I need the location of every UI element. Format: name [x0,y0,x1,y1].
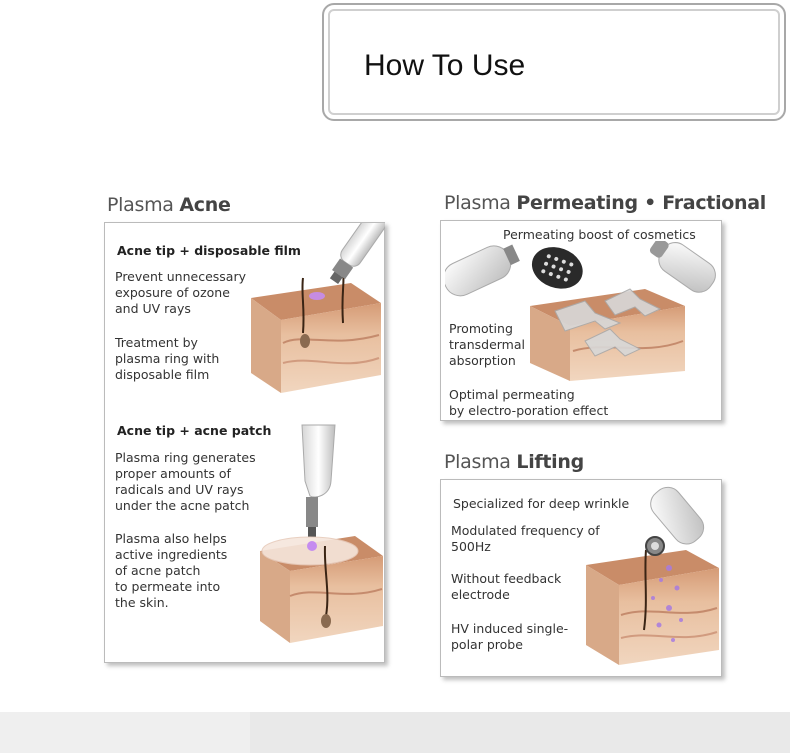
acne-skin-illustration-2 [260,421,385,646]
text-line: Modulated frequency of [451,523,600,538]
text-line: electrode [451,587,510,602]
text-line: Promoting [449,321,513,336]
text-line: Plasma ring generates [115,450,256,465]
acne-heading [107,194,231,216]
text-line: exposure of ozone [115,285,230,300]
permeating-side-caption [449,321,525,369]
acne-block1-subtitle: Acne tip + disposable film [117,243,301,258]
text-line: HV induced single- [451,621,569,636]
title-box [322,3,786,121]
acne-block2-p1 [115,450,256,514]
text-line: and UV rays [115,301,191,316]
text-line: Plasma also helps [115,531,227,546]
lifting-heading [444,451,584,473]
text-line: proper amounts of [115,466,231,481]
text-line: of acne patch [115,563,201,578]
text-line: transdermal [449,337,525,352]
text-line: active ingredients [115,547,228,562]
permeating-heading-bold: Permeating • Fractional [516,192,767,214]
permeating-heading [444,192,766,214]
text-line: Optimal permeating [449,387,575,402]
text-line: absorption [449,353,516,368]
text-line: Prevent unnecessary [115,269,246,284]
acne-heading-bold: Acne [179,194,231,216]
lifting-heading-prefix: Plasma [444,451,511,473]
acne-block2-p2 [115,531,227,611]
acne-block1-p2 [115,335,219,383]
lifting-p3 [451,621,568,653]
permeating-top-caption: Permeating boost of cosmetics [503,227,696,242]
text-line: Without feedback [451,571,562,586]
acne-heading-prefix: Plasma [107,194,174,216]
lifting-top-caption: Specialized for deep wrinkle [453,496,630,511]
text-line: by electro-poration effect [449,403,609,418]
acne-block1-p1 [115,269,246,317]
text-line: to permeate into [115,579,221,594]
lifting-panel [440,479,722,677]
permeating-bottom-caption [449,387,608,419]
lifting-p2 [451,571,561,603]
permeating-panel [440,220,722,421]
acne-skin-illustration-1 [243,223,385,398]
text-line: under the acne patch [115,498,250,513]
text-line: disposable film [115,367,210,382]
footer-bar-left [0,712,250,753]
permeating-heading-prefix: Plasma [444,192,511,214]
text-line: the skin. [115,595,169,610]
acne-panel [104,222,385,663]
text-line: Treatment by [115,335,198,350]
text-line: plasma ring with [115,351,220,366]
page-title: How To Use [364,49,526,82]
text-line: 500Hz [451,539,491,554]
text-line: radicals and UV rays [115,482,244,497]
text-line: polar probe [451,637,523,652]
lifting-skin-illustration [581,480,721,675]
acne-block2-subtitle: Acne tip + acne patch [117,423,272,438]
lifting-p1 [451,523,600,555]
lifting-heading-bold: Lifting [516,451,584,473]
